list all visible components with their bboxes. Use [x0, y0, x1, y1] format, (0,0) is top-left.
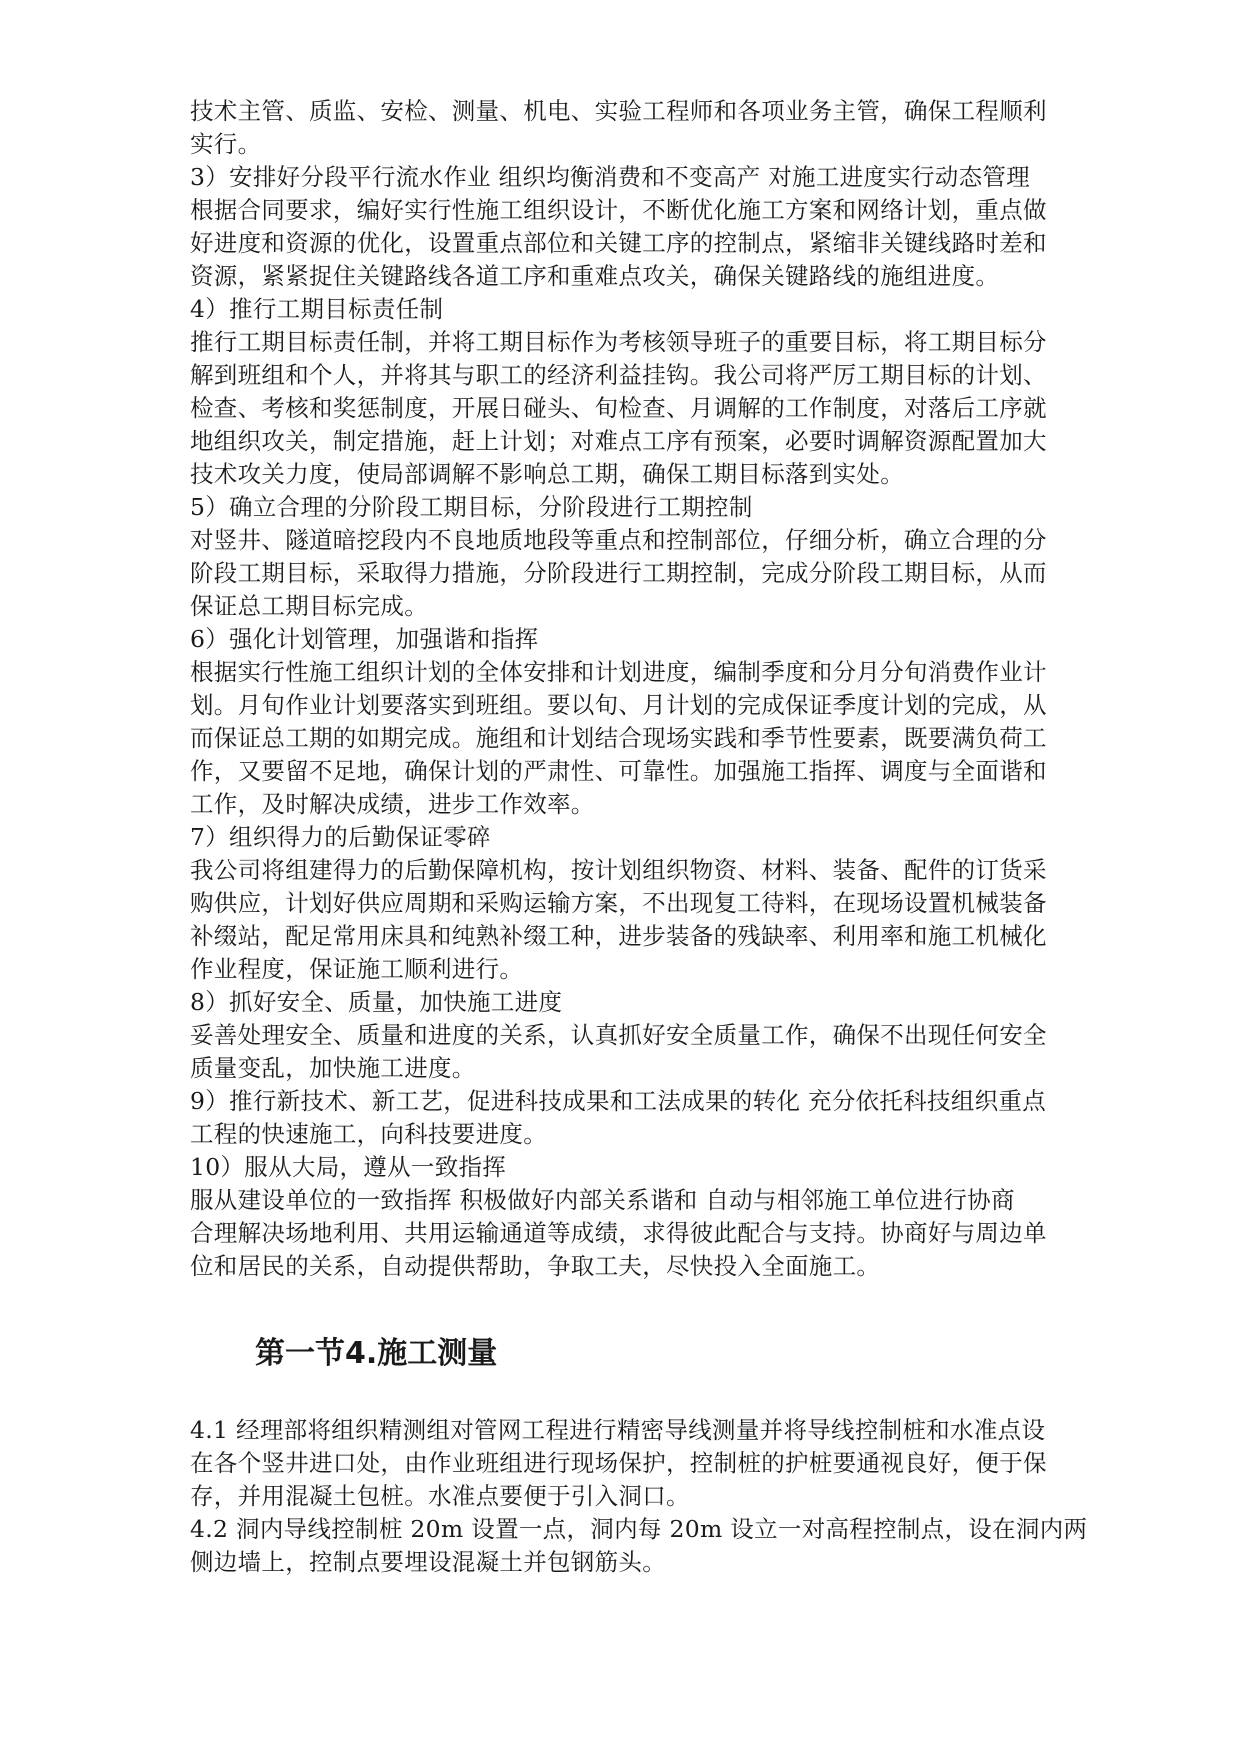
- text-line: 地组织攻关，制定措施，赶上计划；对难点工序有预案，必要时调解资源配置加大: [190, 427, 1047, 455]
- text-line: 6）强化计划管理，加强谐和指挥: [190, 625, 539, 653]
- text-line: 4）推行工期目标责任制: [190, 295, 444, 323]
- text-line: 解到班组和个人，并将其与职工的经济利益挂钩。我公司将严厉工期目标的计划、: [190, 361, 1047, 389]
- text-line: 在各个竖井进口处，由作业班组进行现场保护，控制桩的护桩要通视良好，便于保: [190, 1449, 1047, 1477]
- text-line: 根据合同要求，编好实行性施工组织设计，不断优化施工方案和网络计划，重点做: [190, 196, 1047, 224]
- text-line: 妥善处理安全、质量和进度的关系，认真抓好安全质量工作，确保不出现任何安全: [190, 1021, 1047, 1049]
- text-line: 5）确立合理的分阶段工期目标，分阶段进行工期控制: [190, 493, 753, 521]
- text-line: 购供应，计划好供应周期和采购运输方案，不出现复工待料，在现场设置机械装备: [190, 889, 1047, 917]
- section-heading: 第一节4.施工测量: [255, 1336, 498, 1371]
- text-line: 推行工期目标责任制，并将工期目标作为考核领导班子的重要目标，将工期目标分: [190, 328, 1047, 356]
- text-line: 技术主管、质监、安检、测量、机电、实验工程师和各项业务主管，确保工程顺利: [190, 97, 1047, 125]
- text-line: 4.2 洞内导线控制桩 20m 设置一点，洞内每 20m 设立一对高程控制点，设在洞内两: [190, 1515, 1088, 1543]
- text-line: 作业程度，保证施工顺利进行。: [190, 955, 524, 983]
- text-line: 位和居民的关系，自动提供帮助，争取工夫，尽快投入全面施工。: [190, 1252, 881, 1280]
- text-line: 合理解决场地利用、共用运输通道等成绩，求得彼此配合与支持。协商好与周边单: [190, 1219, 1047, 1247]
- text-line: 检查、考核和奖惩制度，开展日碰头、旬检查、月调解的工作制度，对落后工序就: [190, 394, 1047, 422]
- text-line: 10）服从大局，遵从一致指挥: [190, 1153, 507, 1181]
- text-line: 工程的快速施工，向科技要进度。: [190, 1120, 547, 1148]
- text-line: 对竖井、隧道暗挖段内不良地质地段等重点和控制部位，仔细分析，确立合理的分: [190, 526, 1047, 554]
- text-line: 存，并用混凝土包桩。水准点要便于引入洞口。: [190, 1482, 690, 1510]
- text-line: 8）抓好安全、质量，加快施工进度: [190, 988, 563, 1016]
- text-line: 3）安排好分段平行流水作业 组织均衡消费和不变高产 对施工进度实行动态管理: [190, 163, 1030, 191]
- text-line: 作，又要留不足地，确保计划的严肃性、可靠性。加强施工指挥、调度与全面谐和: [190, 757, 1047, 785]
- text-line: 而保证总工期的如期完成。施组和计划结合现场实践和季节性要素，既要满负荷工: [190, 724, 1047, 752]
- text-line: 好进度和资源的优化，设置重点部位和关键工序的控制点，紧缩非关键线路时差和: [190, 229, 1047, 257]
- text-line: 7）组织得力的后勤保证零碎: [190, 823, 491, 851]
- text-line: 9）推行新技术、新工艺，促进科技成果和工法成果的转化 充分依托科技组织重点: [190, 1087, 1047, 1115]
- text-line: 技术攻关力度，使局部调解不影响总工期，确保工期目标落到实处。: [190, 460, 904, 488]
- text-line: 侧边墙上，控制点要埋设混凝土并包钢筋头。: [190, 1548, 666, 1576]
- text-line: 服从建设单位的一致指挥 积极做好内部关系谐和 自动与相邻施工单位进行协商: [190, 1186, 1015, 1214]
- body-text-block: [190, 95, 1070, 1283]
- text-line: 阶段工期目标，采取得力措施，分阶段进行工期控制，完成分阶段工期目标，从而: [190, 559, 1047, 587]
- section-text-block: [190, 1414, 1088, 1579]
- text-line: 工作，及时解决成绩，进步工作效率。: [190, 790, 595, 818]
- text-line: 根据实行性施工组织计划的全体安排和计划进度，编制季度和分月分旬消费作业计: [190, 658, 1047, 686]
- text-line: 资源，紧紧捉住关键路线各道工序和重难点攻关，确保关键路线的施组进度。: [190, 262, 1000, 290]
- text-line: 4.1 经理部将组织精测组对管网工程进行精密导线测量并将导线控制桩和水准点设: [190, 1416, 1046, 1444]
- text-line: 保证总工期目标完成。: [190, 592, 428, 620]
- text-line: 质量变乱，加快施工进度。: [190, 1054, 476, 1082]
- text-line: 补缀站，配足常用床具和纯熟补缀工种，进步装备的残缺率、利用率和施工机械化: [190, 922, 1047, 950]
- text-line: 实行。: [190, 130, 262, 158]
- text-line: 我公司将组建得力的后勤保障机构，按计划组织物资、材料、装备、配件的订货采: [190, 856, 1047, 884]
- text-line: 划。月旬作业计划要落实到班组。要以旬、月计划的完成保证季度计划的完成，从: [190, 691, 1047, 719]
